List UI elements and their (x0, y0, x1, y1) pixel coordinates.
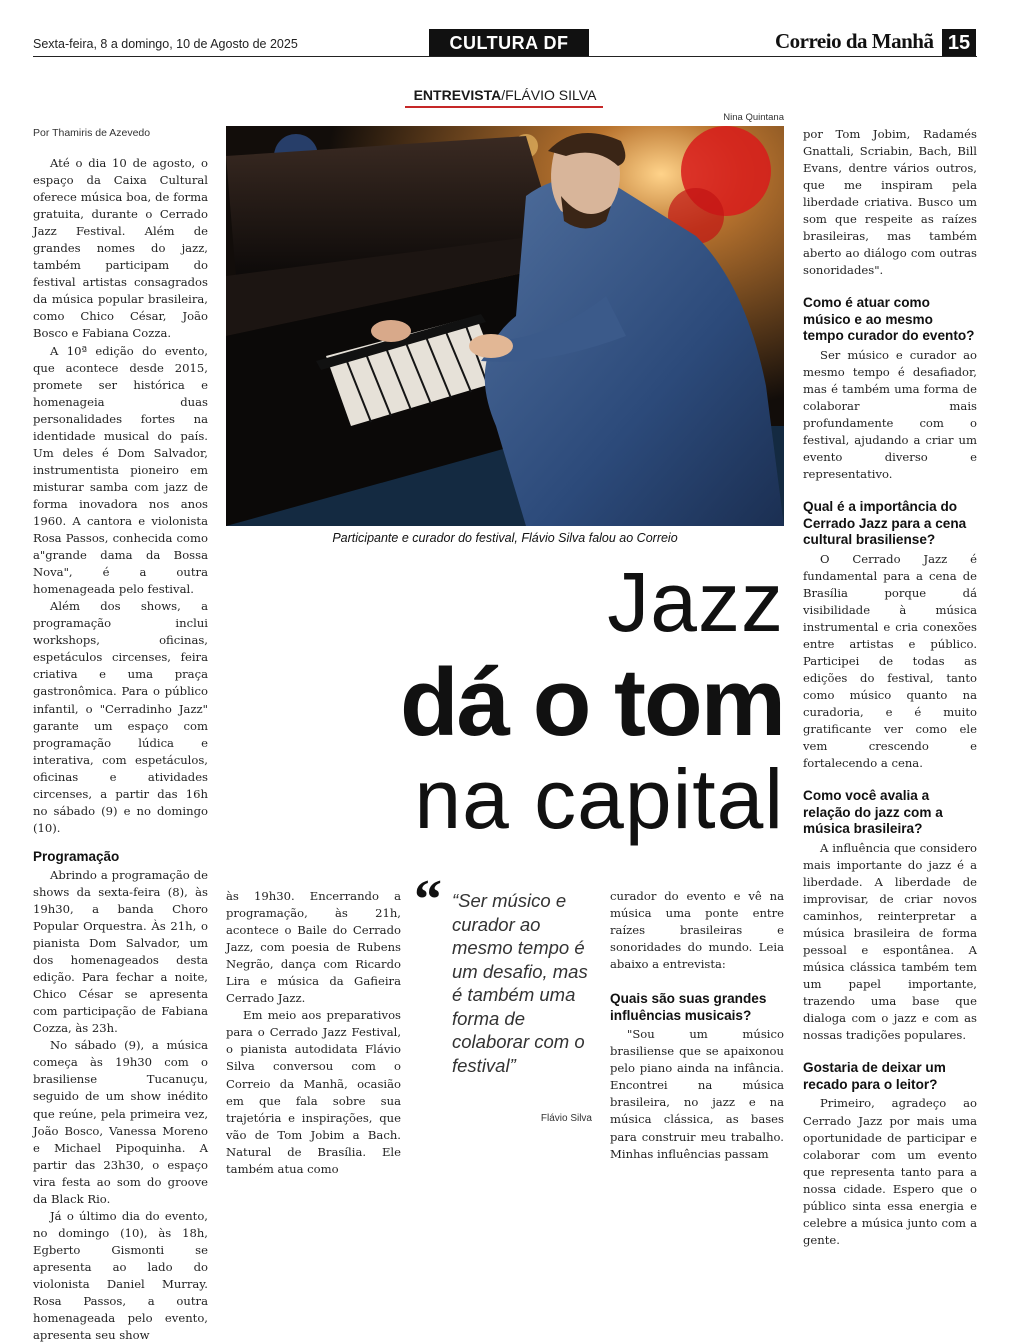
interview-question: Qual é a importância do Cerrado Jazz para a cena cultural brasiliense? (803, 499, 967, 548)
article-column-2 (226, 888, 401, 1178)
article-column-4 (803, 126, 977, 1249)
interview-question: Quais são suas grandes influências musicais? (610, 991, 767, 1023)
paragraph: Abrindo a programação de shows da sexta-feira (8), às 19h30, a banda Choro Popular Orquestra. Às 21h, o pianista Dom Salvador, um dos homenageados desta edição. Para fechar a noite, Chico César se apresenta com participação de Fabiana Cozza, às 23h. (33, 867, 208, 1036)
paragraph: Já o último dia do evento, no domingo (10), às 18h, Egberto Gismonti se apresenta ao lado do violonista Daniel Murray. Rosa Passos, a outra homenageada pelo evento, apresenta seu show (33, 1208, 208, 1343)
section-label: CULTURA DF (429, 29, 589, 56)
paragraph: às 19h30. Encerrando a programação, às 21h, acontece o Baile do Cerrado Jazz, com poesia de Rubens Negrão, dança com Ricardo Lira e música da Gafieira Cerrado Jazz. (226, 889, 401, 1006)
interview-answer: Ser músico e curador ao mesmo tempo é desafiador, mas é também uma forma de colaborar mais profundamente com o festival, ajudando a criar um evento diverso e representativo. (803, 347, 977, 482)
interview-question: Gostaria de deixar um recado para o leitor? (803, 1060, 946, 1092)
issue-date: Sexta-feira, 8 a domingo, 10 de Agosto de 2025 (33, 37, 298, 51)
kicker-underline (405, 106, 603, 108)
paragraph: No sábado (9), a música começa às 19h30 com o brasiliense Tucanuçu, seguido de um show inédito que reúne, pela primeira vez, João Bosco, Vanessa Moreno e Michael Pipoquinha. A partir das 23h30, o espaço vira festa ao som do groove da Black Rio. (33, 1038, 208, 1206)
interview-question: Como você avalia a relação do jazz com a música brasileira? (803, 788, 943, 837)
article-column-3 (610, 888, 784, 1163)
article-column-1 (33, 155, 208, 1344)
kicker-name: /FLÁVIO SILVA (501, 87, 597, 103)
page-number: 15 (942, 29, 976, 57)
headline-line-3: na capital (414, 752, 784, 846)
quote-mark-icon: “ (414, 869, 442, 931)
interview-answer: O Cerrado Jazz é fundamental para a cena de Brasília porque dá visibilidade à música instrumental e cria conexões entre artistas e público. Participei de todas as edições do festival, tanto como músico quanto na curadoria, e é muito gratificante ver como ele vem crescendo e fortalecendo a cena. (803, 551, 977, 771)
photo-credit: Nina Quintana (723, 112, 784, 123)
byline: Por Thamiris de Azevedo (33, 127, 151, 139)
article-kicker (0, 87, 1010, 103)
kicker-label: ENTREVISTA (413, 87, 502, 103)
pianist-photo (226, 126, 784, 526)
pull-quote-attribution: Flávio Silva (540, 1113, 592, 1124)
interview-answer: "Sou um músico brasiliense que se apaixonou pelo piano ainda na infância. Encontrei na música brasileira, no jazz e na música clássica, as bases para construir meu trabalho. Minhas influências passam (610, 1027, 784, 1161)
newspaper-logo: Correio da Manhã (775, 29, 934, 53)
paragraph: curador do evento e vê na música uma ponte entre raízes brasileiras e sonoridades do mundo. Leia abaixo a entrevista: (610, 889, 784, 972)
photo-caption: Participante e curador do festival, Flávio Silva falou ao Correio (332, 531, 678, 545)
interview-answer: A influência que considero mais importante do jazz é a liberdade. A liberdade de improvisar, de criar novos caminhos, reinterpretar a música brasileira de forma pessoal e espontânea. A música clássica também tem um papel importante, trazendo uma base que dialoga com o jazz e com as nossas tradições populares. (803, 840, 977, 1043)
header-rule (33, 56, 977, 57)
headline-line-2: dá o tom (400, 649, 784, 756)
headline-line-1: Jazz (607, 555, 784, 649)
pianist-illustration (226, 126, 784, 526)
pull-quote: “Ser músico e curador ao mesmo tempo é um desafio, mas é também uma forma de colaborar com o festival” (452, 890, 588, 1076)
paragraph: A 10ª edição do evento, que acontece desde 2015, promete ser histórica e homenageia duas personalidades fortes na identidade musical do país. Um deles é Dom Salvador, instrumentista pioneiro em misturar samba com jazz de forma inovadora nos anos 1960. A cantora e violonista Rosa Passos, conhecida como a"grande dama da Bossa Nova", é a outra homenageada pelo festival. (33, 343, 208, 597)
paragraph: Em meio aos preparativos para o Cerrado Jazz Festival, o pianista autodidata Flávio Silva conversou com o Correio da Manhã, ocasião em que fala sobre sua trajetória e inspirações, que vão de Tom Jobim a Bach. Natural de Brasília. Ele também atua como (226, 1008, 401, 1176)
interview-answer: Primeiro, agradeço ao Cerrado Jazz por mais uma oportunidade de participar e colaborar com um evento que representa tanto para a nossa cidade. Espero que o público sinta essa energia e celebre a música junto com a gente. (803, 1096, 977, 1247)
paragraph: Até o dia 10 de agosto, o espaço da Caixa Cultural oferece música boa, de forma gratuita, durante o Cerrado Jazz Festival. Além de grandes nomes do jazz, também participam do festival artistas consagrados da música popular brasileira, como Chico César, João Bosco e Fabiana Cozza. (33, 156, 208, 341)
paragraph: Além dos shows, a programação inclui workshops, oficinas, espetáculos circenses, feira criativa e uma praça gastronômica. Para o público infantil, o "Cerradinho Jazz" garante um espaço com programação lúdica e interativa, com espetáculos, oficinas e atividades circenses, a partir das 16h no sábado (9) e no domingo (10). (33, 599, 208, 835)
interview-question: Como é atuar como músico e ao mesmo tempo curador do evento? (803, 295, 975, 344)
interview-answer: por Tom Jobim, Radamés Gnattali, Scriabin, Bach, Bill Evans, dentre vários outros, que me inspiram pela liberdade criativa. Busco um som que respeite as raízes brasileiras, mas também aberto ao diálogo com outras sonoridades". (803, 127, 977, 278)
subheading: Programação (33, 848, 120, 864)
